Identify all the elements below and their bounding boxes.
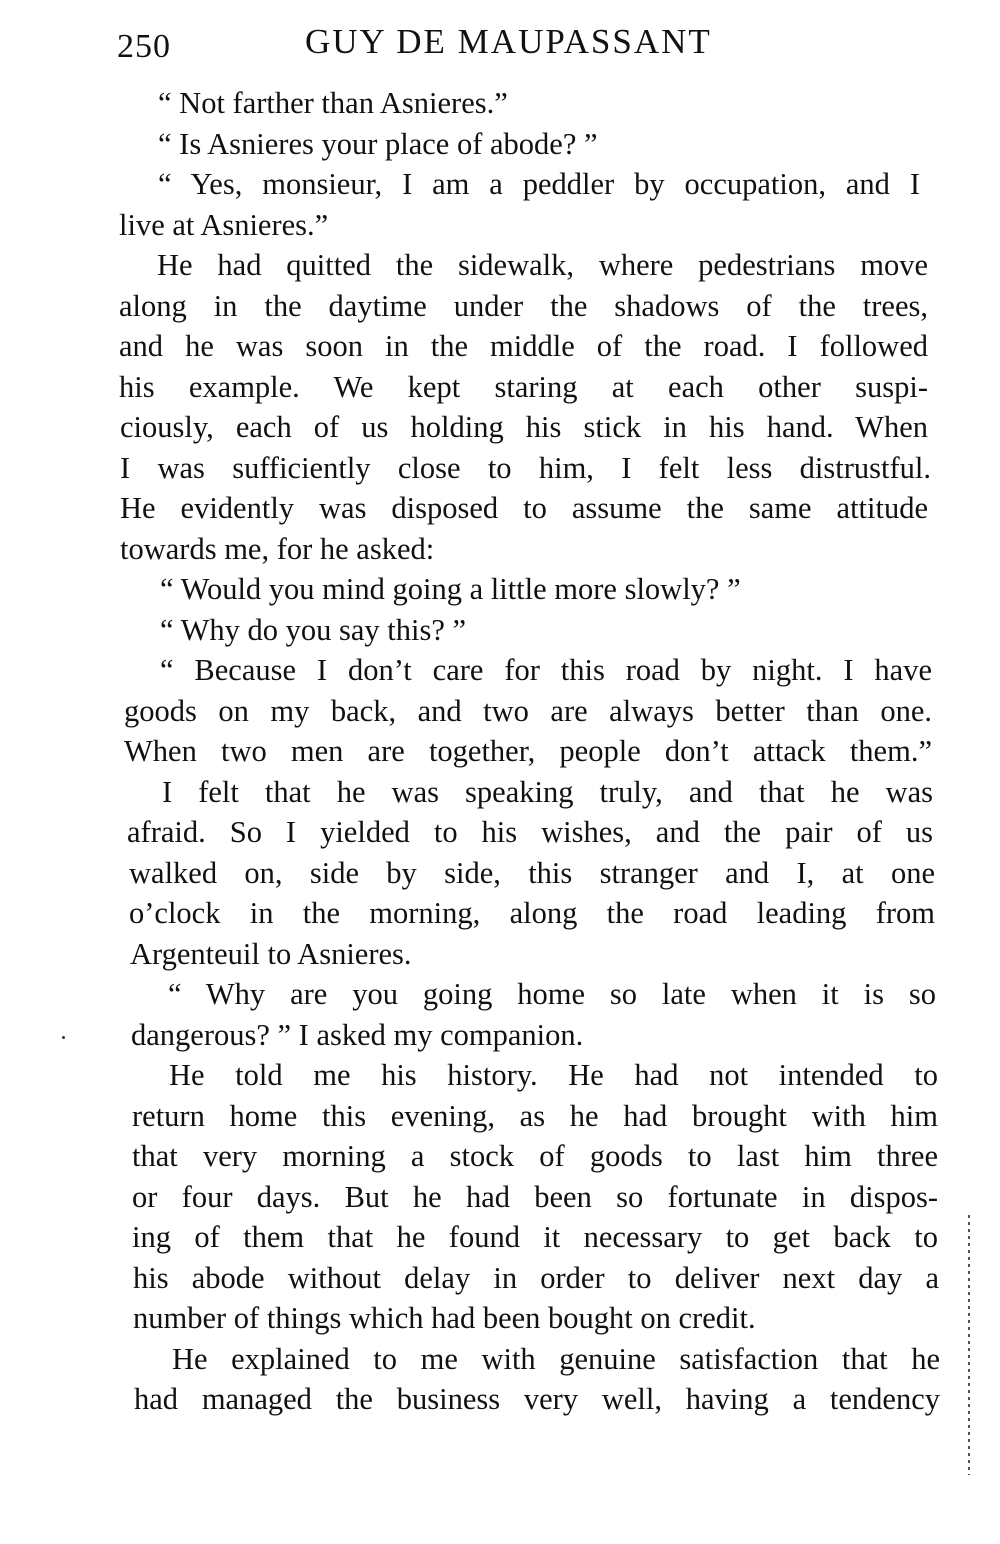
running-title: GUY DE MAUPASSANT — [305, 22, 712, 61]
text-line: I felt that he was speaking truly, and that he was — [162, 775, 933, 809]
text-line: “ Why are you going home so late when it is so — [168, 977, 936, 1011]
text-line: o’clock in the morning, along the road leading from — [129, 896, 935, 930]
text-line: number of things which had been bought on credit. — [133, 1301, 756, 1335]
text-line: along in the daytime under the shadows of the trees, — [119, 289, 928, 323]
text-line: “ Would you mind going a little more slowly? ” — [160, 572, 741, 606]
text-line: goods on my back, and two are always better than one. — [124, 694, 932, 728]
text-line: He had quitted the sidewalk, where pedestrians move — [157, 248, 928, 282]
text-line: ciously, each of us holding his stick in his hand. When — [120, 410, 928, 444]
text-line: He explained to me with genuine satisfaction that he — [172, 1342, 940, 1376]
text-line: Argenteuil to Asnieres. — [130, 937, 412, 971]
running-header — [0, 22, 1000, 72]
text-line: and he was soon in the middle of the road. I followed — [119, 329, 928, 363]
text-line: “ Is Asnieres your place of abode? ” — [158, 127, 598, 161]
text-line: I was sufficiently close to him, I felt less distrustful. — [120, 451, 931, 485]
page-number: 250 — [117, 28, 171, 65]
text-line: his example. We kept staring at each other suspi- — [119, 370, 928, 404]
text-line: He told me his history. He had not intended to — [169, 1058, 938, 1092]
text-line: “ Why do you say this? ” — [160, 613, 467, 647]
text-line: ing of them that he found it necessary to get back to — [132, 1220, 938, 1254]
text-line: his abode without delay in order to deliver next day a — [133, 1261, 939, 1295]
text-line: had managed the business very well, having a tendency — [134, 1382, 940, 1416]
text-line: return home this evening, as he had brought with him — [132, 1099, 938, 1133]
text-line: that very morning a stock of goods to last him three — [132, 1139, 938, 1173]
text-line: live at Asnieres.” — [119, 208, 329, 242]
text-line: “ Because I don’t care for this road by night. I have — [160, 653, 932, 687]
text-line: “ Not farther than Asnieres.” — [158, 86, 508, 120]
text-line: walked on, side by side, this stranger and I, at one — [129, 856, 935, 890]
scan-edge-mark — [968, 1215, 970, 1475]
text-line: towards me, for he asked: — [120, 532, 435, 566]
margin-speck — [62, 1036, 65, 1039]
text-line: When two men are together, people don’t attack them.” — [124, 734, 932, 768]
text-line: or four days. But he had been so fortunate in dispos- — [132, 1180, 938, 1214]
text-line: “ Yes, monsieur, I am a peddler by occupation, and I — [158, 167, 920, 201]
text-line: dangerous? ” I asked my companion. — [131, 1018, 584, 1052]
text-line: afraid. So I yielded to his wishes, and the pair of us — [127, 815, 933, 849]
text-line: He evidently was disposed to assume the same attitude — [120, 491, 928, 525]
